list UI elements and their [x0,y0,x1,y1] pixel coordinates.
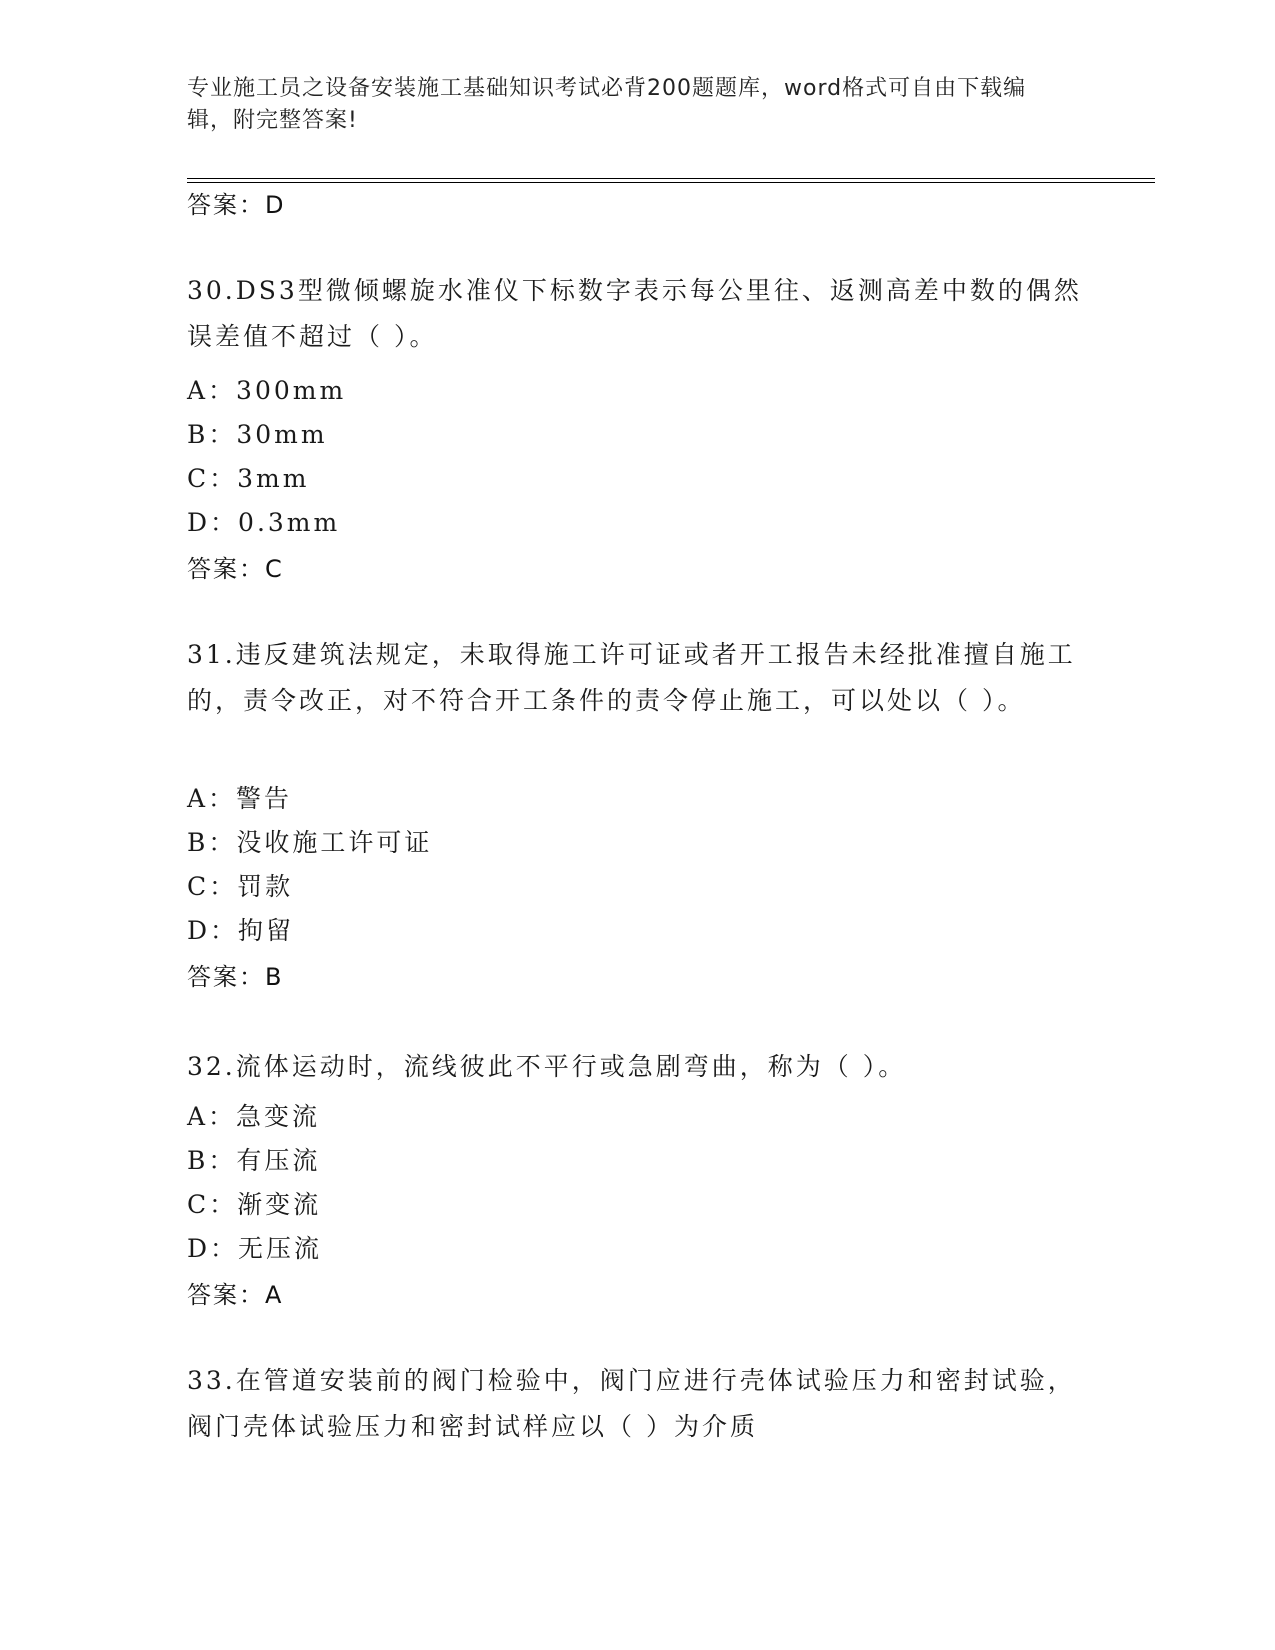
question-32-option-d: D：无压流 [187,1234,323,1263]
answer-30: 答案：C [187,555,284,583]
question-30-text: 30.DS3型微倾螺旋水准仪下标数字表示每公里往、返测高差中数的偶然误差值不超过（ ）。 [187,276,1082,351]
answer-29: 答案：D [187,191,286,219]
question-31-option-d: D：拘留 [187,916,295,945]
page-header-title: 专业施工员之设备安装施工基础知识考试必背200题题库，word格式可自由下载编辑，附完整答案! [187,76,1027,133]
question-31-option-a: A：警告 [187,784,293,813]
answer-31: 答案：B [187,963,284,991]
question-30-option-d: D：0.3mm [187,508,341,537]
question-32-text: 32.流体运动时，流线彼此不平行或急剧弯曲，称为（ ）。 [187,1052,907,1081]
question-31-option-b: B：没收施工许可证 [187,828,433,857]
answer-32: 答案：A [187,1281,284,1309]
question-32-option-b: B：有压流 [187,1146,321,1175]
question-32-option-a: A：急变流 [187,1102,321,1131]
question-33-text: 33.在管道安装前的阀门检验中，阀门应进行壳体试验压力和密封试验，阀门壳体试验压力和密封试样应以（ ）为介质 [187,1366,1076,1441]
header-divider [187,178,1155,183]
question-31-text: 31.违反建筑法规定，未取得施工许可证或者开工报告未经批准擅自施工的，责令改正，对不符合开工条件的责令停止施工，可以处以（ ）。 [187,640,1076,715]
question-30-option-c: C：3mm [187,464,310,493]
question-31-option-c: C：罚款 [187,872,294,901]
question-30-option-b: B：30mm [187,420,328,449]
question-30-option-a: A：300mm [187,376,347,405]
question-32-option-c: C：渐变流 [187,1190,322,1219]
